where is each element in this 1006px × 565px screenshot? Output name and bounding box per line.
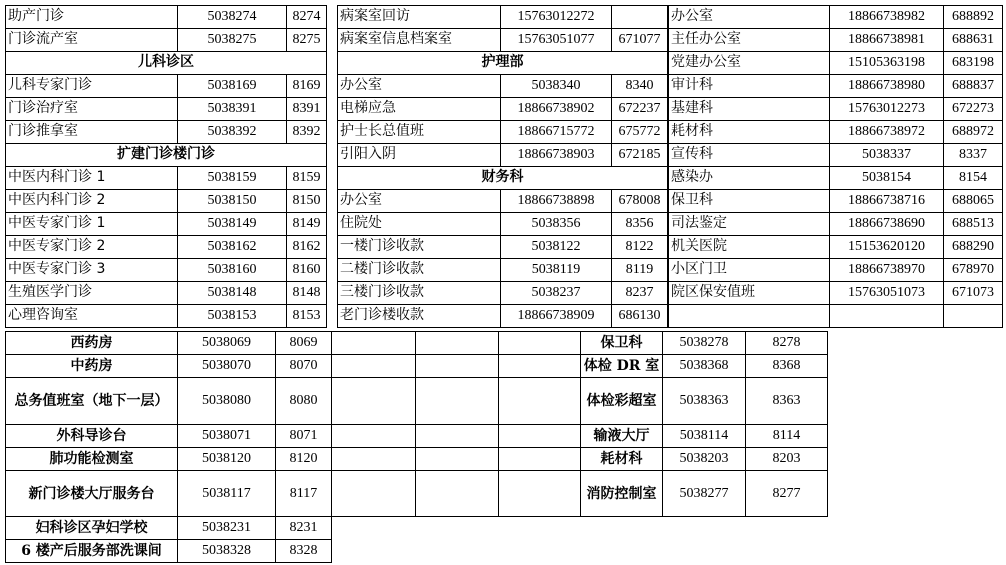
entry-phone: 5038154 <box>829 166 944 190</box>
section-header-pediatrics: 儿科诊区 <box>5 51 327 75</box>
entry-extension: 8275 <box>286 28 327 52</box>
entry-extension <box>611 5 668 29</box>
entry-extension: 8368 <box>745 354 828 378</box>
entry-name: 中医专家门诊 1 <box>5 212 178 236</box>
entry-phone: 15763051077 <box>500 28 612 52</box>
entry-name: 体检彩超室 <box>580 377 663 425</box>
entry-phone: 5038274 <box>177 5 287 29</box>
entry-extension: 8071 <box>275 424 332 448</box>
empty-cell <box>415 331 499 355</box>
entry-phone: 15763012272 <box>500 5 612 29</box>
entry-extension: 8356 <box>611 212 668 236</box>
entry-name: 助产门诊 <box>5 5 178 29</box>
entry-name: 机关医院 <box>668 235 830 259</box>
entry-extension: 8080 <box>275 377 332 425</box>
entry-extension: 8117 <box>275 470 332 517</box>
entry-phone: 5038169 <box>177 74 287 98</box>
entry-extension: 8363 <box>745 377 828 425</box>
empty-cell <box>943 304 1003 328</box>
entry-extension: 672273 <box>943 97 1003 121</box>
entry-name: 病案室信息档案室 <box>337 28 501 52</box>
empty-cell <box>331 331 416 355</box>
entry-phone: 15105363198 <box>829 51 944 75</box>
entry-extension: 8114 <box>745 424 828 448</box>
entry-name: 老门诊楼收款 <box>337 304 501 328</box>
entry-phone: 5038368 <box>662 354 746 378</box>
entry-name: 6 楼产后服务部洗课间 <box>5 539 178 563</box>
entry-name: 中药房 <box>5 354 178 378</box>
entry-phone: 18866738981 <box>829 28 944 52</box>
entry-name: 护士长总值班 <box>337 120 501 144</box>
entry-extension: 688972 <box>943 120 1003 144</box>
entry-phone: 5038122 <box>500 235 612 259</box>
empty-cell <box>668 304 830 328</box>
empty-cell <box>415 447 499 471</box>
entry-name: 中医专家门诊 3 <box>5 258 178 282</box>
entry-name: 中医内科门诊 1 <box>5 166 178 190</box>
entry-name: 肺功能检测室 <box>5 447 178 471</box>
entry-phone: 15153620120 <box>829 235 944 259</box>
empty-cell <box>331 354 416 378</box>
entry-name: 院区保安值班 <box>668 281 830 305</box>
entry-phone: 5038277 <box>662 470 746 517</box>
empty-cell <box>498 354 581 378</box>
entry-extension: 8119 <box>611 258 668 282</box>
entry-name: 引阳入阴 <box>337 143 501 167</box>
entry-name: 门诊流产室 <box>5 28 178 52</box>
entry-name: 门诊推拿室 <box>5 120 178 144</box>
entry-phone: 5038148 <box>177 281 287 305</box>
entry-phone: 18866738716 <box>829 189 944 213</box>
empty-cell <box>498 424 581 448</box>
entry-name: 办公室 <box>668 5 830 29</box>
entry-phone: 18866738690 <box>829 212 944 236</box>
empty-cell <box>331 424 416 448</box>
entry-name: 司法鉴定 <box>668 212 830 236</box>
entry-phone: 5038070 <box>177 354 276 378</box>
entry-phone: 5038119 <box>500 258 612 282</box>
entry-extension: 688837 <box>943 74 1003 98</box>
entry-phone: 5038114 <box>662 424 746 448</box>
entry-extension: 8340 <box>611 74 668 98</box>
entry-phone: 5038159 <box>177 166 287 190</box>
entry-name: 电梯应急 <box>337 97 501 121</box>
entry-name: 体检 DR 室 <box>580 354 663 378</box>
entry-name: 党建办公室 <box>668 51 830 75</box>
entry-phone: 5038120 <box>177 447 276 471</box>
entry-name: 保卫科 <box>580 331 663 355</box>
entry-extension: 686130 <box>611 304 668 328</box>
entry-extension: 8069 <box>275 331 332 355</box>
entry-phone: 5038203 <box>662 447 746 471</box>
entry-name: 耗材科 <box>668 120 830 144</box>
entry-phone: 15763012273 <box>829 97 944 121</box>
entry-extension: 8337 <box>943 143 1003 167</box>
empty-cell <box>415 377 499 425</box>
entry-phone: 5038160 <box>177 258 287 282</box>
entry-extension: 8203 <box>745 447 828 471</box>
entry-extension: 8150 <box>286 189 327 213</box>
entry-name: 一楼门诊收款 <box>337 235 501 259</box>
entry-extension: 672237 <box>611 97 668 121</box>
entry-phone: 5038328 <box>177 539 276 563</box>
section-header-nursing: 护理部 <box>337 51 668 75</box>
entry-name: 西药房 <box>5 331 178 355</box>
entry-name: 宣传科 <box>668 143 830 167</box>
entry-phone: 18866738970 <box>829 258 944 282</box>
entry-name: 基建科 <box>668 97 830 121</box>
empty-cell <box>498 447 581 471</box>
entry-extension: 8274 <box>286 5 327 29</box>
entry-name: 二楼门诊收款 <box>337 258 501 282</box>
entry-name: 输液大厅 <box>580 424 663 448</box>
entry-extension: 8237 <box>611 281 668 305</box>
entry-extension: 678008 <box>611 189 668 213</box>
entry-extension: 678970 <box>943 258 1003 282</box>
entry-phone: 5038162 <box>177 235 287 259</box>
entry-extension: 8162 <box>286 235 327 259</box>
entry-extension: 8278 <box>745 331 828 355</box>
entry-phone: 5038237 <box>500 281 612 305</box>
empty-cell <box>331 470 416 517</box>
empty-cell <box>415 424 499 448</box>
entry-name: 感染办 <box>668 166 830 190</box>
entry-phone: 15763051073 <box>829 281 944 305</box>
entry-phone: 5038392 <box>177 120 287 144</box>
entry-phone: 18866738909 <box>500 304 612 328</box>
entry-phone: 5038150 <box>177 189 287 213</box>
entry-phone: 18866738972 <box>829 120 944 144</box>
entry-extension: 8169 <box>286 74 327 98</box>
entry-extension: 671077 <box>611 28 668 52</box>
entry-name: 三楼门诊收款 <box>337 281 501 305</box>
entry-name: 中医内科门诊 2 <box>5 189 178 213</box>
entry-extension: 688290 <box>943 235 1003 259</box>
empty-cell <box>331 377 416 425</box>
entry-phone: 5038231 <box>177 516 276 540</box>
entry-name: 主任办公室 <box>668 28 830 52</box>
entry-name: 小区门卫 <box>668 258 830 282</box>
entry-name: 外科导诊台 <box>5 424 178 448</box>
entry-name: 妇科诊区孕妇学校 <box>5 516 178 540</box>
entry-extension: 672185 <box>611 143 668 167</box>
entry-phone: 5038337 <box>829 143 944 167</box>
empty-cell <box>415 470 499 517</box>
entry-name: 门诊治疗室 <box>5 97 178 121</box>
entry-extension: 683198 <box>943 51 1003 75</box>
entry-phone: 18866738898 <box>500 189 612 213</box>
entry-phone: 18866715772 <box>500 120 612 144</box>
entry-name: 耗材科 <box>580 447 663 471</box>
empty-cell <box>331 447 416 471</box>
entry-name: 新门诊楼大厅服务台 <box>5 470 178 517</box>
entry-phone: 5038117 <box>177 470 276 517</box>
entry-phone: 5038149 <box>177 212 287 236</box>
entry-extension: 675772 <box>611 120 668 144</box>
entry-extension: 8070 <box>275 354 332 378</box>
entry-extension: 8148 <box>286 281 327 305</box>
entry-extension: 8122 <box>611 235 668 259</box>
entry-name: 心理咨询室 <box>5 304 178 328</box>
entry-name: 审计科 <box>668 74 830 98</box>
entry-name: 儿科专家门诊 <box>5 74 178 98</box>
entry-phone: 18866738903 <box>500 143 612 167</box>
entry-phone: 5038391 <box>177 97 287 121</box>
entry-name: 保卫科 <box>668 189 830 213</box>
entry-extension: 8154 <box>943 166 1003 190</box>
section-header-finance: 财务科 <box>337 166 668 190</box>
entry-extension: 688892 <box>943 5 1003 29</box>
entry-name: 中医专家门诊 2 <box>5 235 178 259</box>
entry-name: 消防控制室 <box>580 470 663 517</box>
empty-cell <box>498 470 581 517</box>
empty-cell <box>498 377 581 425</box>
empty-cell <box>415 354 499 378</box>
entry-phone: 5038356 <box>500 212 612 236</box>
entry-phone: 5038069 <box>177 331 276 355</box>
entry-extension: 8392 <box>286 120 327 144</box>
empty-cell <box>498 331 581 355</box>
entry-extension: 688513 <box>943 212 1003 236</box>
entry-extension: 671073 <box>943 281 1003 305</box>
entry-name: 病案室回访 <box>337 5 501 29</box>
entry-extension: 8120 <box>275 447 332 471</box>
entry-extension: 8328 <box>275 539 332 563</box>
entry-phone: 5038340 <box>500 74 612 98</box>
entry-extension: 8160 <box>286 258 327 282</box>
entry-name: 总务值班室（地下一层） <box>5 377 178 425</box>
section-header-expanded-clinic: 扩建门诊楼门诊 <box>5 143 327 167</box>
entry-extension: 8391 <box>286 97 327 121</box>
entry-phone: 18866738902 <box>500 97 612 121</box>
entry-phone: 5038080 <box>177 377 276 425</box>
entry-phone: 5038363 <box>662 377 746 425</box>
entry-phone: 5038275 <box>177 28 287 52</box>
entry-extension: 8231 <box>275 516 332 540</box>
entry-extension: 688065 <box>943 189 1003 213</box>
entry-phone: 5038153 <box>177 304 287 328</box>
empty-cell <box>829 304 944 328</box>
entry-name: 办公室 <box>337 74 501 98</box>
entry-extension: 8149 <box>286 212 327 236</box>
entry-extension: 8159 <box>286 166 327 190</box>
entry-phone: 5038278 <box>662 331 746 355</box>
entry-extension: 8153 <box>286 304 327 328</box>
entry-name: 住院处 <box>337 212 501 236</box>
entry-extension: 8277 <box>745 470 828 517</box>
entry-name: 办公室 <box>337 189 501 213</box>
entry-name: 生殖医学门诊 <box>5 281 178 305</box>
entry-phone: 18866738982 <box>829 5 944 29</box>
entry-phone: 5038071 <box>177 424 276 448</box>
entry-extension: 688631 <box>943 28 1003 52</box>
entry-phone: 18866738980 <box>829 74 944 98</box>
